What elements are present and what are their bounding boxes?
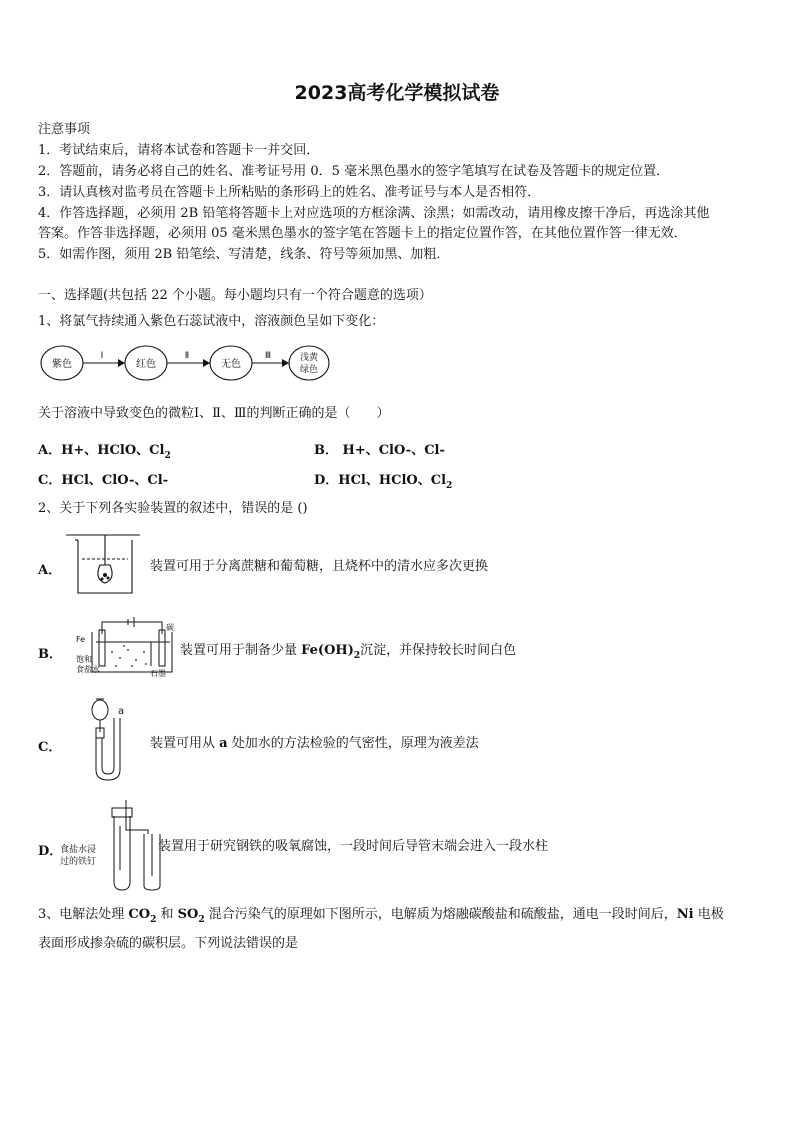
u-tube-figure <box>88 698 138 782</box>
text-segment: 处加水的方法检验的气密性，原理为液差法 <box>227 736 479 751</box>
flow-node-red: 红色 <box>136 359 156 370</box>
q3-stem-line1 <box>38 906 724 923</box>
q1-question: 关于溶液中导致变色的微粒Ⅰ、Ⅱ、Ⅲ的判断正确的是（ ） <box>38 406 390 421</box>
notice-item: 2．答题前，请务必将自己的姓名、准考证号用 0．5 毫米黑色墨水的签字笔填写在试卷及答题卡的规定位置． <box>38 164 670 179</box>
q1-option-c[interactable] <box>38 469 168 488</box>
text-segment: 电极 <box>693 907 724 922</box>
text-segment: 装置可用从 <box>150 736 220 751</box>
option-label: D． <box>314 473 339 488</box>
flow-arrow-label-3: Ⅲ <box>264 351 272 361</box>
q1-option-b[interactable] <box>314 439 445 458</box>
flow-node-pale-yellow: 浅黄 <box>299 353 319 363</box>
subscript: 2 <box>150 915 157 925</box>
brine-label-2: 食盐水 <box>76 665 100 674</box>
notice-item: 答案。作答非选择题，必须用 05 毫米黑色墨水的签字笔在答题卡上的指定位置作答，在其他位置作答一律无效． <box>38 226 687 241</box>
flow-node-colorless: 无色 <box>221 359 241 370</box>
formula-ni: Ni <box>676 907 694 922</box>
q2-option-a-text: 装置可用于分离蔗糖和葡萄糖，且烧杯中的清水应多次更换 <box>150 559 489 574</box>
electrolysis-cell-figure <box>76 616 178 680</box>
subscript: 2 <box>446 481 453 491</box>
text-segment: 装置可用于制备少量 <box>180 643 302 658</box>
page-title: 2023高考化学模拟试卷 <box>294 82 500 104</box>
subscript: 2 <box>198 915 205 925</box>
fe-electrode-label: Fe <box>76 635 86 644</box>
notice-item: 3．请认真核对监考员在答题卡上所粘贴的条形码上的姓名、准考证号与本人是否相符． <box>38 185 541 200</box>
q1-option-a[interactable] <box>38 439 171 461</box>
option-text: H+、HClO、Cl <box>61 443 165 458</box>
notice-heading: 注意事项 <box>38 122 91 137</box>
text-segment: 和 <box>156 907 178 922</box>
q1-stem: 1、将氯气持续通入紫色石蕊试液中，溶液颜色呈如下变化： <box>38 314 385 329</box>
q2-option-c-text <box>150 735 479 752</box>
q2-option-c-label[interactable]: C． <box>38 740 62 755</box>
point-a-label: a <box>118 706 125 717</box>
formula-co2: CO <box>128 907 151 922</box>
point-a-ref: a <box>219 736 228 751</box>
q1-option-d[interactable] <box>314 469 453 491</box>
text-segment: 3、电解法处理 <box>38 907 129 922</box>
option-text: HCl、ClO-、Cl- <box>61 473 169 488</box>
benzene-label: 碳 <box>166 623 174 632</box>
option-text: HCl、HClO、Cl <box>338 473 447 488</box>
option-text: H+、ClO-、Cl- <box>342 443 445 458</box>
q2-option-d-label[interactable]: D． <box>38 844 63 859</box>
subscript: 2 <box>164 451 171 461</box>
q3-stem-line2: 表面形成掺杂硫的碳积层。下列说法错误的是 <box>38 936 299 951</box>
formula: Fe(OH) <box>301 643 354 658</box>
option-label: A． <box>38 443 62 458</box>
iron-nail-label: 过的铁钉 <box>60 857 97 867</box>
brine-soaked-label: 食盐水浸 <box>60 845 97 855</box>
q2-option-b-text <box>180 642 516 659</box>
notice-item: 4．作答选择题，必须用 2B 铅笔将答题卡上对应选项的方框涂满、涂黑；如需改动，请用橡皮擦干净后，再选涂其他 <box>38 206 710 221</box>
iron-corrosion-figure <box>60 806 170 892</box>
section-heading: 一、选择题(共包括 22 个小题。每小题均只有一个符合题意的选项） <box>38 288 432 303</box>
q2-stem: 2、关于下列各实验装置的叙述中，错误的是 () <box>38 501 308 516</box>
q2-option-d-text: 装置用于研究钢铁的吸氧腐蚀，一段时间后导管末端会进入一段水柱 <box>158 839 549 854</box>
color-change-flow-diagram <box>40 343 340 385</box>
flow-arrow-label-2: Ⅱ <box>184 351 190 361</box>
flow-node-green: 绿色 <box>299 365 319 375</box>
text-segment: 混合污染气的原理如下图所示，电解质为熔融碳酸盐和硫酸盐，通电一段时间后， <box>204 907 677 922</box>
text-segment: 沉淀，并保持较长时间白色 <box>360 643 517 658</box>
option-label: C． <box>38 473 62 488</box>
flow-arrow-label-1: Ⅰ <box>100 351 104 361</box>
brine-label-1: 饱和 <box>76 655 92 664</box>
dialysis-beaker-figure <box>64 533 144 597</box>
graphite-label: 石墨 <box>150 669 166 678</box>
notice-item: 1．考试结束后，请将本试卷和答题卡一并交回． <box>38 143 320 158</box>
flow-node-purple: 紫色 <box>52 359 72 370</box>
option-label: B． <box>314 443 338 458</box>
notice-item: 5．如需作图，须用 2B 铅笔绘、写清楚，线条、符号等须加黑、加粗． <box>38 247 450 262</box>
formula-so2: SO <box>177 907 199 922</box>
q2-option-b-label[interactable]: B． <box>38 647 62 662</box>
q2-option-a-label[interactable]: A． <box>38 563 62 578</box>
subscript: 2 <box>353 651 361 661</box>
